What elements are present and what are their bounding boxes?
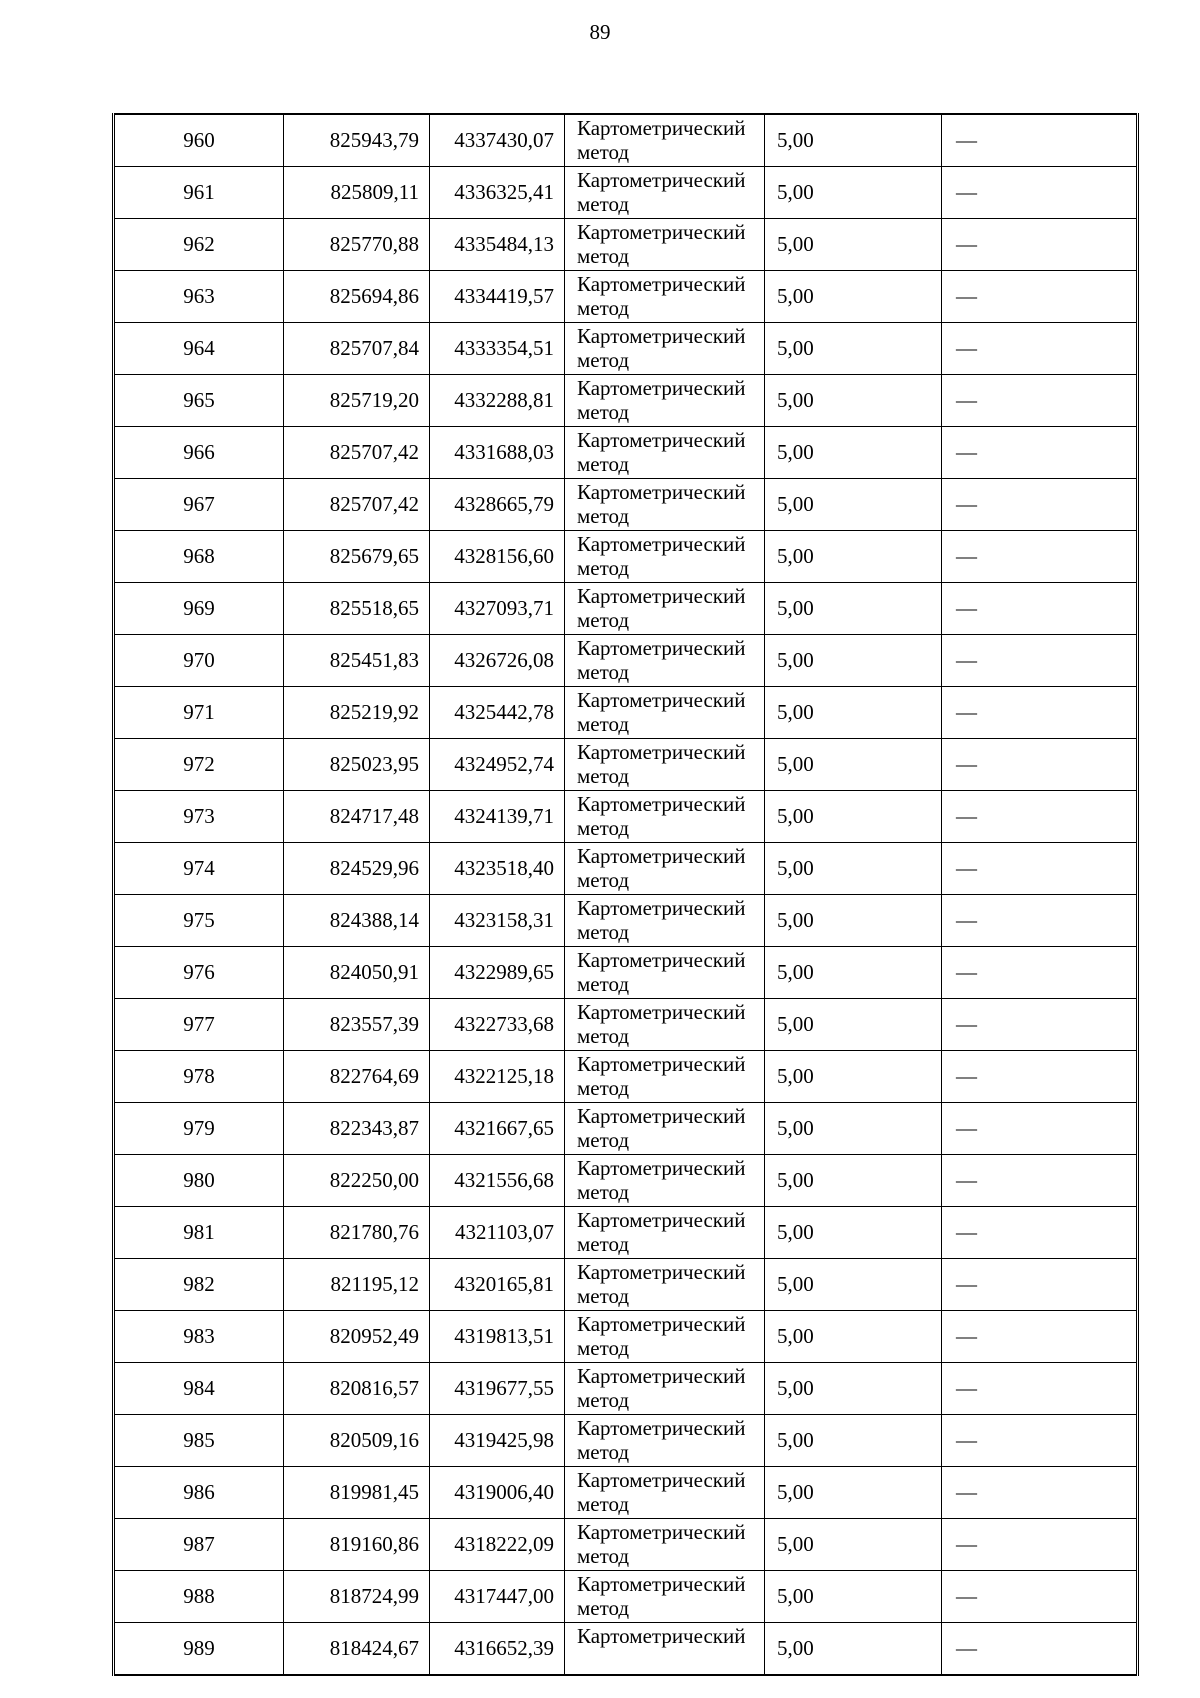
y-coordinate-cell: 4328665,79 (430, 479, 565, 531)
note-cell: — (942, 1103, 1138, 1155)
accuracy-cell: 5,00 (765, 791, 942, 843)
x-coordinate-cell: 824529,96 (284, 843, 430, 895)
table-body (114, 114, 1138, 1675)
point-number-cell: 960 (114, 114, 284, 167)
method-text-line: метод (577, 1232, 630, 1256)
note-cell: — (942, 791, 1138, 843)
accuracy-cell: 5,00 (765, 999, 942, 1051)
method-text-line: Картометрический (577, 1208, 746, 1232)
x-coordinate-cell: 820952,49 (284, 1311, 430, 1363)
x-coordinate-cell: 820816,57 (284, 1363, 430, 1415)
point-number-cell: 969 (114, 583, 284, 635)
note-cell: — (942, 843, 1138, 895)
y-coordinate-cell: 4328156,60 (430, 531, 565, 583)
point-number-cell: 988 (114, 1571, 284, 1623)
note-cell: — (942, 635, 1138, 687)
method-text-line: Картометрический (577, 272, 746, 296)
method-text-line: Картометрический (577, 636, 746, 660)
accuracy-cell: 5,00 (765, 1259, 942, 1311)
method-text-line: Картометрический (577, 1364, 746, 1388)
point-number-cell: 971 (114, 687, 284, 739)
method-text-line: метод (577, 1024, 630, 1048)
method-text-line: Картометрический (577, 1052, 746, 1076)
x-coordinate-cell: 825518,65 (284, 583, 430, 635)
method-text-line: Картометрический (577, 896, 746, 920)
note-cell: — (942, 895, 1138, 947)
method-text-line: метод (577, 452, 630, 476)
method-text-line: метод (577, 1440, 630, 1464)
x-coordinate-cell: 818424,67 (284, 1623, 430, 1676)
method-text-line: метод (577, 608, 630, 632)
x-coordinate-cell: 825707,42 (284, 427, 430, 479)
note-cell: — (942, 583, 1138, 635)
note-cell: — (942, 323, 1138, 375)
accuracy-cell: 5,00 (765, 583, 942, 635)
method-text-line: Картометрический (577, 116, 746, 140)
note-cell: — (942, 1207, 1138, 1259)
point-number-cell: 966 (114, 427, 284, 479)
method-text-line: Картометрический (577, 1624, 746, 1648)
method-cell (565, 1571, 765, 1623)
note-cell: — (942, 167, 1138, 219)
note-cell: — (942, 427, 1138, 479)
y-coordinate-cell: 4322125,18 (430, 1051, 565, 1103)
accuracy-cell: 5,00 (765, 479, 942, 531)
point-number-cell: 981 (114, 1207, 284, 1259)
accuracy-cell: 5,00 (765, 947, 942, 999)
accuracy-cell: 5,00 (765, 1519, 942, 1571)
point-number-cell: 985 (114, 1415, 284, 1467)
page-number: 89 (589, 20, 611, 44)
table-row (114, 635, 1138, 687)
point-number-cell: 963 (114, 271, 284, 323)
point-number-cell: 962 (114, 219, 284, 271)
table-row (114, 791, 1138, 843)
method-cell (565, 219, 765, 271)
method-text-line: метод (577, 504, 630, 528)
method-text-line: Картометрический (577, 324, 746, 348)
method-cell (565, 583, 765, 635)
note-cell: — (942, 1259, 1138, 1311)
method-text-line: Картометрический (577, 168, 746, 192)
y-coordinate-cell: 4324139,71 (430, 791, 565, 843)
point-number-cell: 972 (114, 739, 284, 791)
y-coordinate-cell: 4321103,07 (430, 1207, 565, 1259)
x-coordinate-cell: 822343,87 (284, 1103, 430, 1155)
accuracy-cell: 5,00 (765, 1051, 942, 1103)
x-coordinate-cell: 821195,12 (284, 1259, 430, 1311)
method-text-line: метод (577, 1128, 630, 1152)
note-cell: — (942, 531, 1138, 583)
method-text-line: метод (577, 1388, 630, 1412)
x-coordinate-cell: 819160,86 (284, 1519, 430, 1571)
method-text-line: Картометрический (577, 1312, 746, 1336)
y-coordinate-cell: 4331688,03 (430, 427, 565, 479)
point-number-cell: 979 (114, 1103, 284, 1155)
accuracy-cell: 5,00 (765, 1623, 942, 1676)
method-text-line: метод (577, 192, 630, 216)
method-cell (565, 1415, 765, 1467)
table-row (114, 1155, 1138, 1207)
method-text-line: метод (577, 244, 630, 268)
y-coordinate-cell: 4323158,31 (430, 895, 565, 947)
accuracy-cell: 5,00 (765, 1467, 942, 1519)
y-coordinate-cell: 4320165,81 (430, 1259, 565, 1311)
y-coordinate-cell: 4333354,51 (430, 323, 565, 375)
table-row (114, 1415, 1138, 1467)
note-cell: — (942, 479, 1138, 531)
x-coordinate-cell: 825719,20 (284, 375, 430, 427)
method-text-line: метод (577, 712, 630, 736)
point-number-cell: 984 (114, 1363, 284, 1415)
method-text-line: метод (577, 1544, 630, 1568)
method-text-line: Картометрический (577, 844, 746, 868)
method-text-line: метод (577, 1284, 630, 1308)
note-cell: — (942, 1623, 1138, 1676)
y-coordinate-cell: 4318222,09 (430, 1519, 565, 1571)
y-coordinate-cell: 4319677,55 (430, 1363, 565, 1415)
method-text-line: Картометрический (577, 1104, 746, 1128)
table-row (114, 1467, 1138, 1519)
method-text-line: метод (577, 1180, 630, 1204)
x-coordinate-cell: 825679,65 (284, 531, 430, 583)
point-number-cell: 982 (114, 1259, 284, 1311)
method-text-line: Картометрический (577, 532, 746, 556)
table-row (114, 1519, 1138, 1571)
method-text-line: метод (577, 296, 630, 320)
table-row (114, 167, 1138, 219)
table-row (114, 375, 1138, 427)
x-coordinate-cell: 822250,00 (284, 1155, 430, 1207)
x-coordinate-cell: 818724,99 (284, 1571, 430, 1623)
y-coordinate-cell: 4326726,08 (430, 635, 565, 687)
y-coordinate-cell: 4332288,81 (430, 375, 565, 427)
table-row (114, 1259, 1138, 1311)
y-coordinate-cell: 4321667,65 (430, 1103, 565, 1155)
accuracy-cell: 5,00 (765, 375, 942, 427)
method-text-line: метод (577, 1596, 630, 1620)
method-text-line: метод (577, 1076, 630, 1100)
method-cell (565, 1259, 765, 1311)
method-cell (565, 1051, 765, 1103)
accuracy-cell: 5,00 (765, 323, 942, 375)
x-coordinate-cell: 825707,42 (284, 479, 430, 531)
method-cell (565, 999, 765, 1051)
accuracy-cell: 5,00 (765, 1415, 942, 1467)
method-text-line: Картометрический (577, 480, 746, 504)
accuracy-cell: 5,00 (765, 531, 942, 583)
method-cell (565, 687, 765, 739)
point-number-cell: 976 (114, 947, 284, 999)
y-coordinate-cell: 4319425,98 (430, 1415, 565, 1467)
table-row (114, 1311, 1138, 1363)
y-coordinate-cell: 4322733,68 (430, 999, 565, 1051)
point-number-cell: 977 (114, 999, 284, 1051)
point-number-cell: 980 (114, 1155, 284, 1207)
method-cell (565, 531, 765, 583)
method-text-line: Картометрический (577, 584, 746, 608)
point-number-cell: 986 (114, 1467, 284, 1519)
x-coordinate-cell: 825809,11 (284, 167, 430, 219)
x-coordinate-cell: 825694,86 (284, 271, 430, 323)
method-text-line: метод (577, 764, 630, 788)
method-text-line: метод (577, 348, 630, 372)
method-cell (565, 1207, 765, 1259)
note-cell: — (942, 739, 1138, 791)
x-coordinate-cell: 824717,48 (284, 791, 430, 843)
x-coordinate-cell: 824388,14 (284, 895, 430, 947)
accuracy-cell: 5,00 (765, 1571, 942, 1623)
x-coordinate-cell: 823557,39 (284, 999, 430, 1051)
method-cell (565, 635, 765, 687)
x-coordinate-cell: 820509,16 (284, 1415, 430, 1467)
method-cell (565, 427, 765, 479)
method-text-line: Картометрический (577, 1416, 746, 1440)
accuracy-cell: 5,00 (765, 114, 942, 167)
point-number-cell: 975 (114, 895, 284, 947)
y-coordinate-cell: 4323518,40 (430, 843, 565, 895)
point-number-cell: 989 (114, 1623, 284, 1676)
accuracy-cell: 5,00 (765, 1103, 942, 1155)
y-coordinate-cell: 4325442,78 (430, 687, 565, 739)
table-row (114, 427, 1138, 479)
method-text-line: метод (577, 972, 630, 996)
accuracy-cell: 5,00 (765, 1311, 942, 1363)
method-text-line: Картометрический (577, 792, 746, 816)
method-cell (565, 271, 765, 323)
method-text-line: метод (577, 1336, 630, 1360)
table-row (114, 1623, 1138, 1676)
table-row (114, 583, 1138, 635)
table-row (114, 1103, 1138, 1155)
point-number-cell: 983 (114, 1311, 284, 1363)
method-cell (565, 479, 765, 531)
y-coordinate-cell: 4321556,68 (430, 1155, 565, 1207)
point-number-cell: 973 (114, 791, 284, 843)
table-row (114, 1207, 1138, 1259)
table-row (114, 999, 1138, 1051)
accuracy-cell: 5,00 (765, 739, 942, 791)
method-text-line: метод (577, 660, 630, 684)
x-coordinate-cell: 822764,69 (284, 1051, 430, 1103)
point-number-cell: 987 (114, 1519, 284, 1571)
x-coordinate-cell: 825023,95 (284, 739, 430, 791)
x-coordinate-cell: 825707,84 (284, 323, 430, 375)
method-cell (565, 739, 765, 791)
method-text-line: метод (577, 400, 630, 424)
note-cell: — (942, 271, 1138, 323)
note-cell: — (942, 947, 1138, 999)
table-row (114, 895, 1138, 947)
method-cell (565, 1363, 765, 1415)
accuracy-cell: 5,00 (765, 1155, 942, 1207)
accuracy-cell: 5,00 (765, 219, 942, 271)
y-coordinate-cell: 4319006,40 (430, 1467, 565, 1519)
note-cell: — (942, 999, 1138, 1051)
point-number-cell: 964 (114, 323, 284, 375)
note-cell: — (942, 1051, 1138, 1103)
table-row (114, 479, 1138, 531)
y-coordinate-cell: 4337430,07 (430, 114, 565, 167)
x-coordinate-cell: 825219,92 (284, 687, 430, 739)
table-row (114, 271, 1138, 323)
note-cell: — (942, 687, 1138, 739)
note-cell: — (942, 1363, 1138, 1415)
table-row (114, 1571, 1138, 1623)
accuracy-cell: 5,00 (765, 1363, 942, 1415)
method-text-line: Картометрический (577, 1156, 746, 1180)
y-coordinate-cell: 4316652,39 (430, 1623, 565, 1676)
note-cell: — (942, 1415, 1138, 1467)
method-text-line: метод (577, 868, 630, 892)
table-row (114, 531, 1138, 583)
table-row (114, 843, 1138, 895)
method-text-line: Картометрический (577, 740, 746, 764)
x-coordinate-cell: 819981,45 (284, 1467, 430, 1519)
x-coordinate-cell: 825943,79 (284, 114, 430, 167)
x-coordinate-cell: 825770,88 (284, 219, 430, 271)
method-text-line: Картометрический (577, 428, 746, 452)
method-text-line: Картометрический (577, 688, 746, 712)
note-cell: — (942, 1311, 1138, 1363)
table-row (114, 114, 1138, 167)
y-coordinate-cell: 4336325,41 (430, 167, 565, 219)
method-text-line: Картометрический (577, 1520, 746, 1544)
accuracy-cell: 5,00 (765, 687, 942, 739)
point-number-cell: 978 (114, 1051, 284, 1103)
point-number-cell: 961 (114, 167, 284, 219)
method-cell (565, 895, 765, 947)
note-cell: — (942, 114, 1138, 167)
method-cell (565, 1103, 765, 1155)
x-coordinate-cell: 824050,91 (284, 947, 430, 999)
method-text-line: метод (577, 920, 630, 944)
method-text-line: метод (577, 816, 630, 840)
method-cell (565, 1155, 765, 1207)
note-cell: — (942, 1519, 1138, 1571)
method-cell (565, 323, 765, 375)
point-number-cell: 974 (114, 843, 284, 895)
note-cell: — (942, 1467, 1138, 1519)
accuracy-cell: 5,00 (765, 427, 942, 479)
y-coordinate-cell: 4317447,00 (430, 1571, 565, 1623)
method-cell (565, 791, 765, 843)
table-row (114, 947, 1138, 999)
method-cell (565, 1467, 765, 1519)
accuracy-cell: 5,00 (765, 271, 942, 323)
y-coordinate-cell: 4322989,65 (430, 947, 565, 999)
x-coordinate-cell: 825451,83 (284, 635, 430, 687)
method-cell (565, 947, 765, 999)
method-text-line: Картометрический (577, 1000, 746, 1024)
table-row (114, 739, 1138, 791)
y-coordinate-cell: 4334419,57 (430, 271, 565, 323)
table-row (114, 1363, 1138, 1415)
accuracy-cell: 5,00 (765, 1207, 942, 1259)
method-text-line: метод (577, 1492, 630, 1516)
method-text-line: Картометрический (577, 1260, 746, 1284)
method-text-line: Картометрический (577, 1468, 746, 1492)
method-text-line: Картометрический (577, 376, 746, 400)
accuracy-cell: 5,00 (765, 167, 942, 219)
note-cell: — (942, 1155, 1138, 1207)
table-row (114, 219, 1138, 271)
method-cell (565, 114, 765, 167)
note-cell: — (942, 1571, 1138, 1623)
method-cell (565, 843, 765, 895)
method-text-line: Картометрический (577, 948, 746, 972)
method-cell (565, 1623, 765, 1676)
method-text-line: метод (577, 140, 630, 164)
coordinates-table-container (112, 113, 1136, 1676)
point-number-cell: 965 (114, 375, 284, 427)
note-cell: — (942, 219, 1138, 271)
x-coordinate-cell: 821780,76 (284, 1207, 430, 1259)
note-cell: — (942, 375, 1138, 427)
y-coordinate-cell: 4319813,51 (430, 1311, 565, 1363)
coordinates-table (112, 113, 1139, 1676)
method-text-line: Картометрический (577, 220, 746, 244)
table-row (114, 323, 1138, 375)
accuracy-cell: 5,00 (765, 843, 942, 895)
point-number-cell: 967 (114, 479, 284, 531)
method-text-line: Картометрический (577, 1572, 746, 1596)
accuracy-cell: 5,00 (765, 635, 942, 687)
table-row (114, 1051, 1138, 1103)
y-coordinate-cell: 4324952,74 (430, 739, 565, 791)
y-coordinate-cell: 4327093,71 (430, 583, 565, 635)
method-cell (565, 1519, 765, 1571)
table-row (114, 687, 1138, 739)
method-text-line: метод (577, 556, 630, 580)
y-coordinate-cell: 4335484,13 (430, 219, 565, 271)
method-cell (565, 1311, 765, 1363)
point-number-cell: 968 (114, 531, 284, 583)
accuracy-cell: 5,00 (765, 895, 942, 947)
method-cell (565, 167, 765, 219)
method-cell (565, 375, 765, 427)
point-number-cell: 970 (114, 635, 284, 687)
